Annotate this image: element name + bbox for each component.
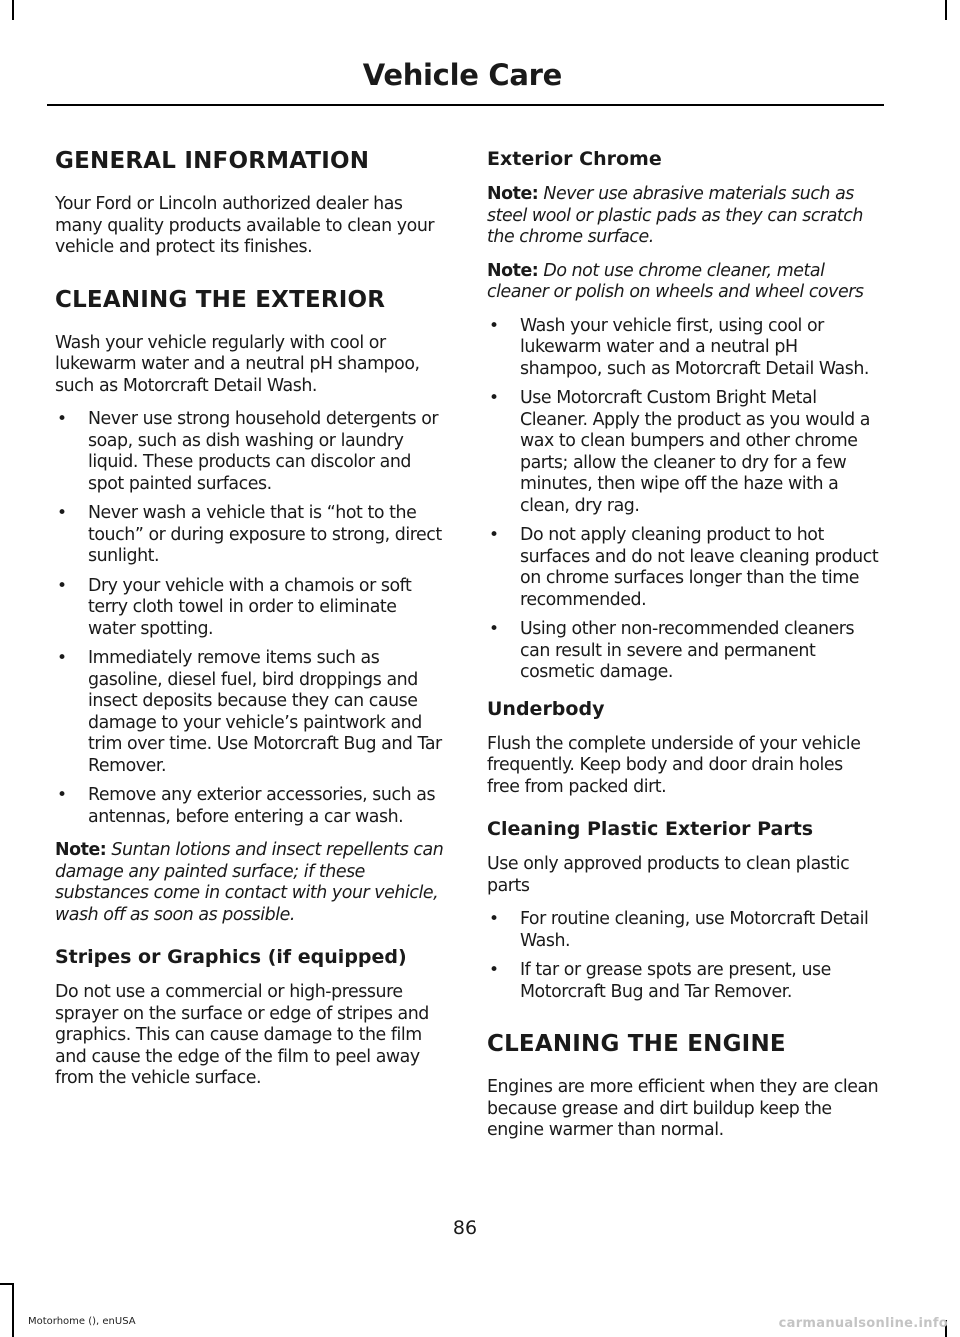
bullet-icon: • [489, 315, 499, 336]
page-number: 86 [452, 1217, 478, 1239]
chrome-bullet-list [487, 316, 879, 684]
list-item: • Wash your vehicle first, using cool or lukewarm water and a neutral pH shampoo, such as Motorcraft Detail Wash. [489, 315, 870, 379]
crop-mark [0, 1283, 14, 1285]
cleaning-exterior-heading: CLEANING THE EXTERIOR [55, 286, 386, 313]
list-item: • Never wash a vehicle that is “hot to the touch” or during exposure to strong, direct sunlight. [57, 503, 442, 566]
list-item: • Immediately remove items such as gasoline, diesel fuel, bird droppings and insect deposits because they can cause damage to your vehicle’s paintwork and trim over time. Use Motorcraft Bug and Tar Remover. [57, 648, 442, 776]
plastic-bullet-list [487, 909, 879, 1003]
general-information-heading: GENERAL INFORMATION [55, 148, 370, 174]
plastic-parts-heading: Cleaning Plastic Exterior Parts [487, 818, 814, 840]
bullet-icon: • [57, 503, 67, 523]
crop-mark [12, 1283, 14, 1337]
list-item: • For routine cleaning, use Motorcraft Detail Wash. [489, 909, 869, 951]
general-information-body: Your Ford or Lincoln authorized dealer has many quality products available to clean your vehicle and protect its finishes. [55, 194, 435, 257]
bullet-icon: • [489, 388, 499, 408]
exterior-bullet-list [55, 409, 447, 828]
list-item: • Use Motorcraft Custom Bright Metal Cleaner. Apply the product as you would a wax to clean bumpers and other chrome parts; allow the cleaner to dry for a few minutes, then wipe off the haze with a clean, dry rag. [489, 388, 870, 516]
left-column [55, 146, 447, 1102]
crop-mark [12, 0, 14, 20]
list-item: • Remove any exterior accessories, such as antennas, before entering a car wash. [57, 785, 436, 827]
chrome-note-cleaner: Note: Do not use chrome cleaner, metal cleaner or polish on wheels and wheel covers [487, 260, 864, 302]
cleaning-engine-heading: CLEANING THE ENGINE [487, 1031, 786, 1057]
bullet-icon: • [489, 525, 499, 545]
cleaning-exterior-body: Wash your vehicle regularly with cool or lukewarm water and a neutral pH shampoo, such as Motorcraft Detail Wash. [55, 332, 420, 396]
list-item: • Never use strong household detergents or soap, such as dish washing or laundry liquid. These products can discolor and spot painted surfaces. [57, 409, 439, 494]
header-divider [47, 104, 884, 106]
bullet-icon: • [57, 648, 67, 668]
bullet-icon: • [57, 575, 67, 596]
list-item: • Using other non-recommended cleaners can result in severe and permanent cosmetic damage. [489, 619, 855, 682]
page-title: Vehicle Care [362, 58, 562, 92]
bullet-icon: • [57, 409, 67, 429]
bullet-icon: • [489, 909, 499, 929]
plastic-parts-body: Use only approved products to clean plastic parts [487, 854, 850, 896]
bullet-icon: • [489, 619, 499, 639]
bullet-icon: • [489, 960, 499, 980]
document-id: Motorhome (), enUSA [28, 1316, 136, 1327]
bullet-icon: • [57, 785, 67, 805]
list-item: • Dry your vehicle with a chamois or soft terry cloth towel in order to eliminate water spotting. [57, 575, 412, 639]
stripes-graphics-body: Do not use a commercial or high-pressure sprayer on the surface or edge of stripes and graphics. This can cause damage to the film and cause the edge of the film to peel away from the vehicle surface. [55, 982, 429, 1088]
list-item: • Do not apply cleaning product to hot surfaces and do not leave cleaning product on chrome surfaces longer than the time recommended. [489, 525, 879, 610]
exterior-chrome-heading: Exterior Chrome [487, 148, 662, 170]
crop-mark [945, 0, 947, 20]
underbody-heading: Underbody [487, 697, 605, 720]
list-item: • If tar or grease spots are present, use Motorcraft Bug and Tar Remover. [489, 960, 831, 1002]
right-column [487, 146, 879, 1154]
watermark: carmanualsonline.info [778, 1316, 948, 1331]
suntan-note: Note: Suntan lotions and insect repellents can damage any painted surface; if these substances come in contact with your vehicle, wash off as soon as possible. [55, 840, 444, 925]
cleaning-engine-body: Engines are more efficient when they are clean because grease and dirt buildup keep the engine warmer than normal. [487, 1077, 879, 1140]
chrome-note-abrasive: Note: Never use abrasive materials such as steel wool or plastic pads as they can scratch the chrome surface. [487, 184, 863, 247]
stripes-graphics-heading: Stripes or Graphics (if equipped) [55, 946, 407, 968]
underbody-body: Flush the complete underside of your vehicle frequently. Keep body and door drain holes free from packed dirt. [487, 733, 861, 797]
